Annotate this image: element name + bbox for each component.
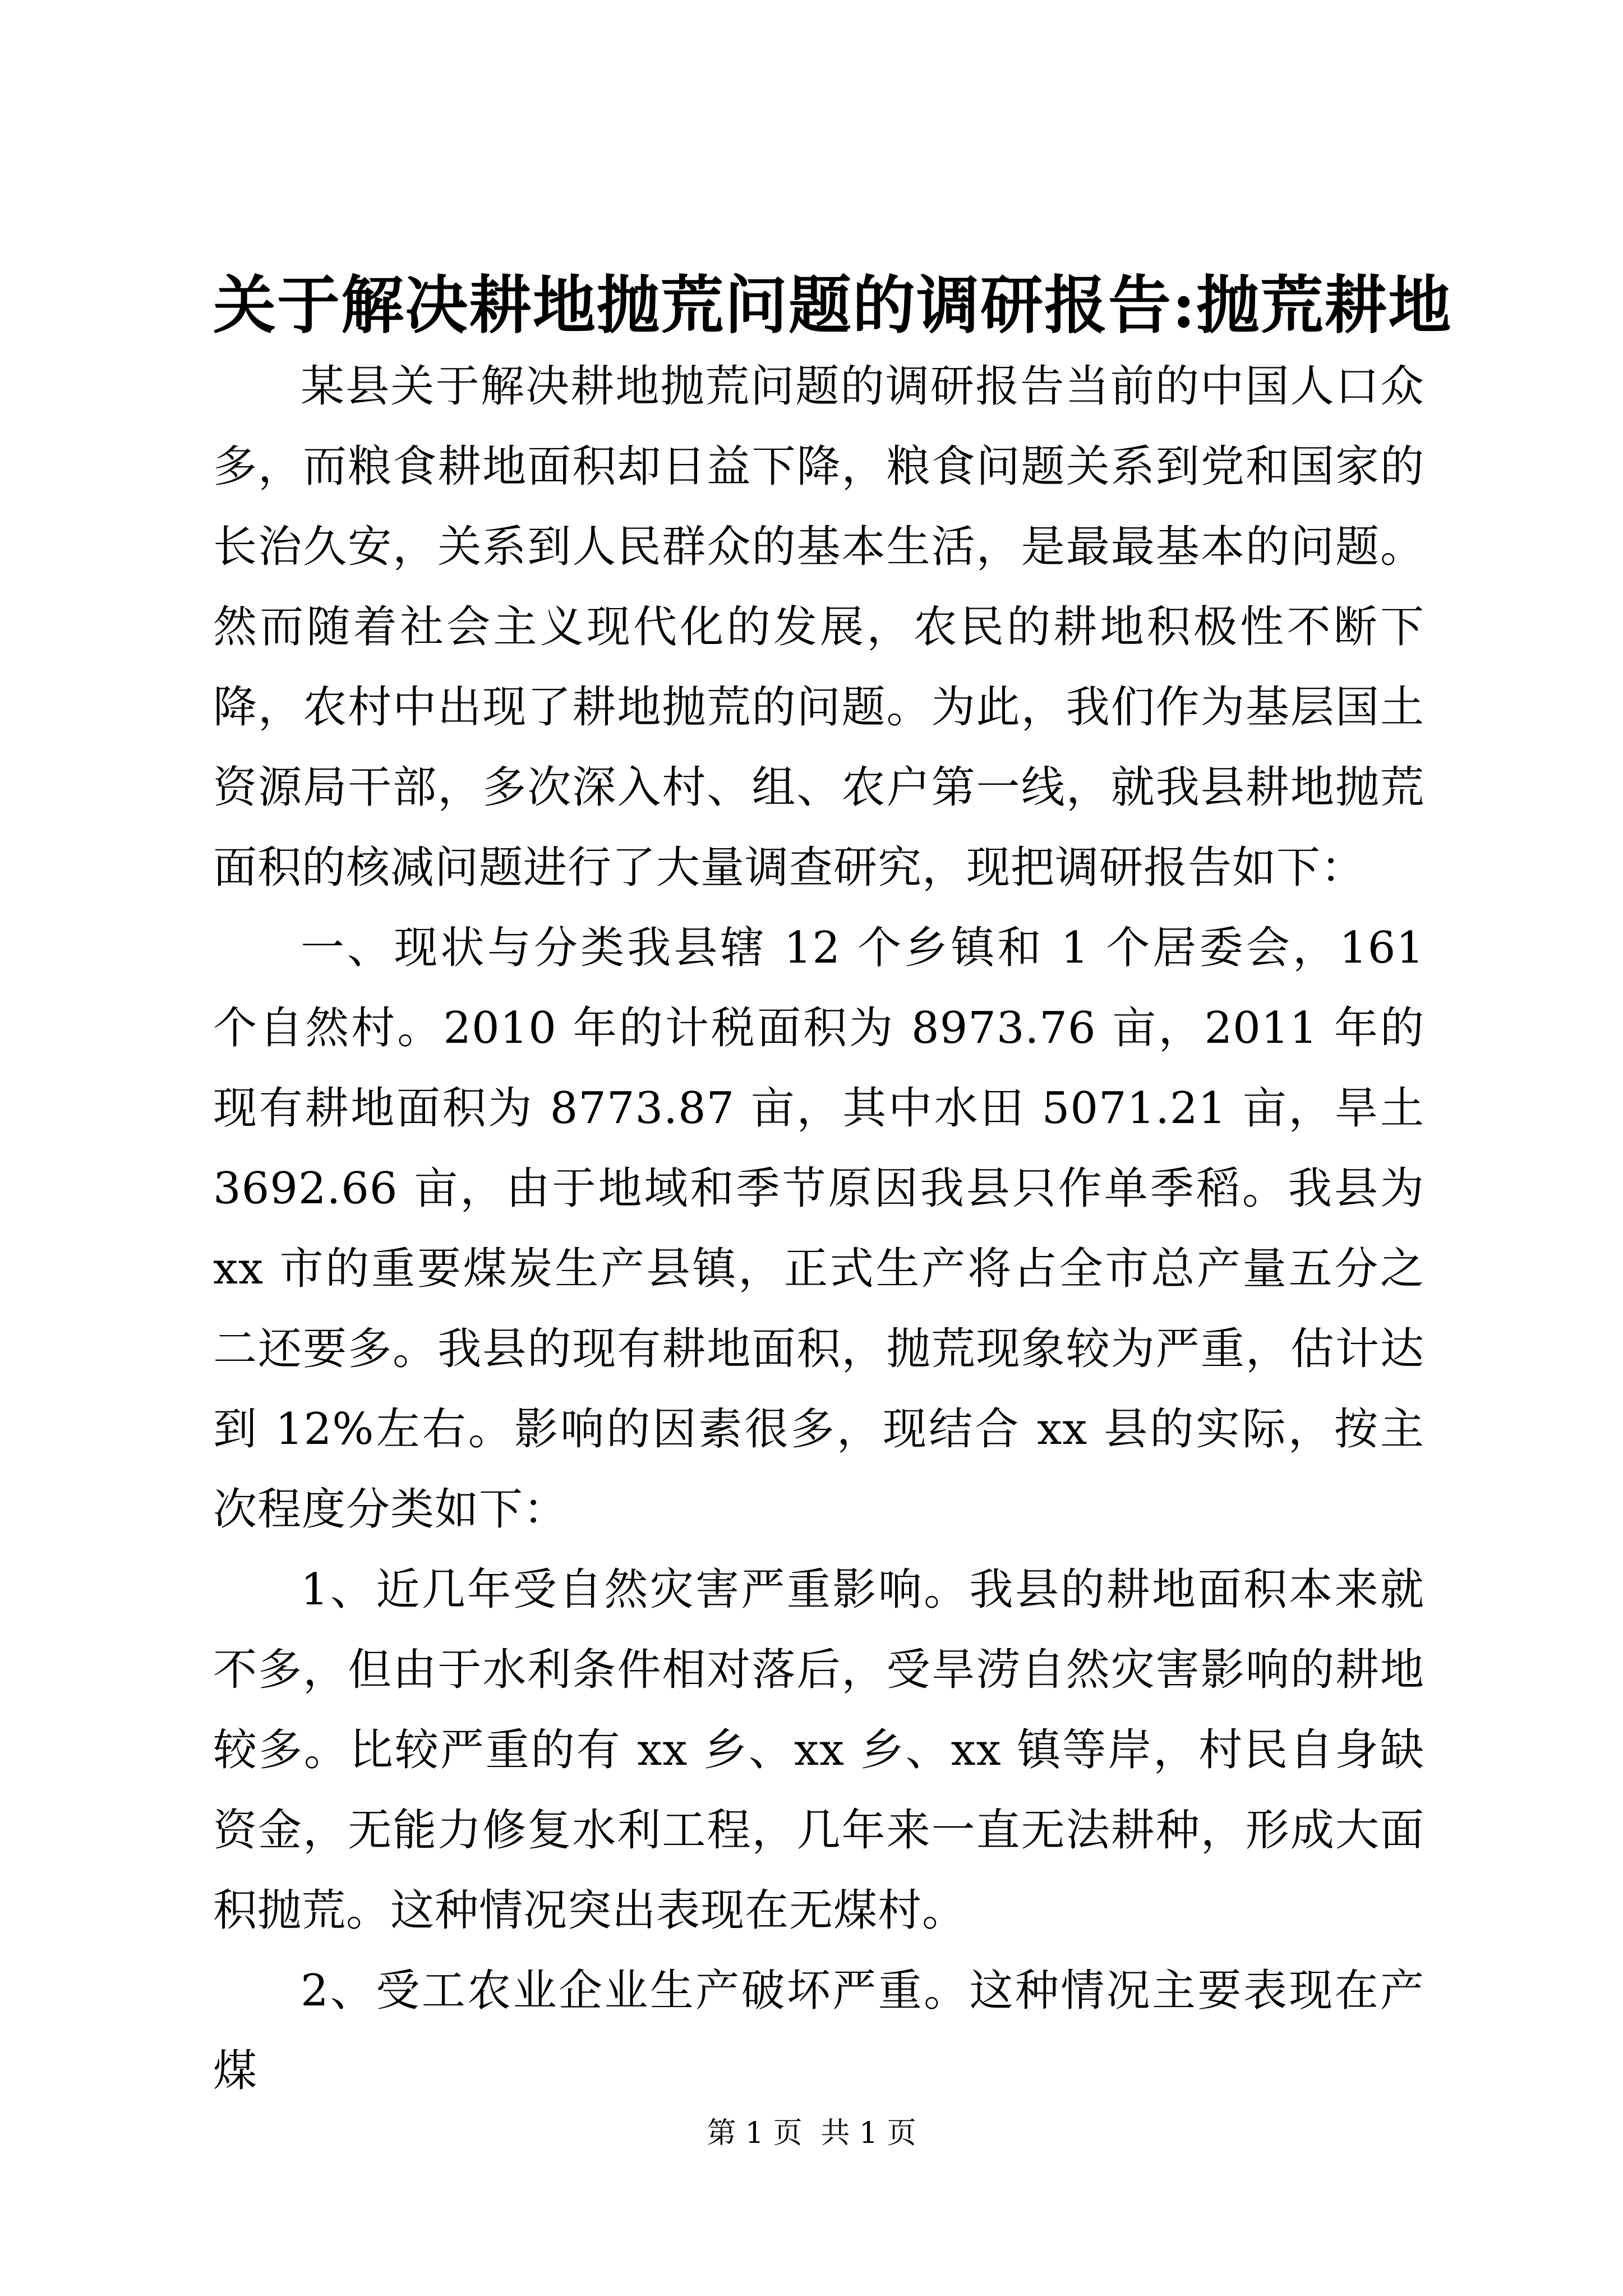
paragraph-intro: 某县关于解决耕地抛荒问题的调研报告当前的中国人口众多，而粮食耕地面积却日益下降，粮食问题关系到党和国家的长治久安，关系到人民群众的基本生活，是最最基本的问题。然而随着社会主义现代化的发展，农民的耕地积极性不断下降，农村中出现了耕地抛荒的问题。为此，我们作为基层国土资源局干部，多次深入村、组、农户第一线，就我县耕地抛荒面积的核减问题进行了大量调查研究，现把调研报告如下： bbox=[213, 361, 1424, 893]
paragraph-natural-disasters: 1、近几年受自然灾害严重影响。我县的耕地面积本来就不多，但由于水利条件相对落后，受旱涝自然灾害影响的耕地较多。比较严重的有 xx 乡、xx 乡、xx 镇等岸，村民自身缺资金，无能力修复水利工程，几年来一直无法耕种，形成大面积抛荒。这种情况突出表现在无煤村。 bbox=[213, 1565, 1424, 1936]
page-number-label: 第 1 页 共 1 页 bbox=[707, 2116, 916, 2150]
document-body bbox=[213, 347, 1424, 2111]
paragraph-industrial-damage: 2、受工农业企业生产破坏严重。这种情况主要表现在产煤 bbox=[213, 1966, 1424, 2096]
page-footer bbox=[0, 2114, 1623, 2153]
paragraph-status-classification: 一、现状与分类我县辖 12 个乡镇和 1 个居委会，161 个自然村。2010 年的计税面积为 8973.76 亩，2011 年的现有耕地面积为 8773.87 亩，其中水田 5071.21 亩，旱土 3692.66 亩，由于地域和季节原因我县只作单季稻。我县为 xx 市的重要煤炭生产县镇，正式生产将占全市总产量五分之二还要多。我县的现有耕地面积，抛荒现象较为严重，估计达到 12%左右。影响的因素很多，现结合 xx 县的实际，按主次程度分类如下： bbox=[213, 923, 1424, 1535]
document-title: 关于解决耕地抛荒问题的调研报告:抛荒耕地 bbox=[213, 269, 1453, 342]
